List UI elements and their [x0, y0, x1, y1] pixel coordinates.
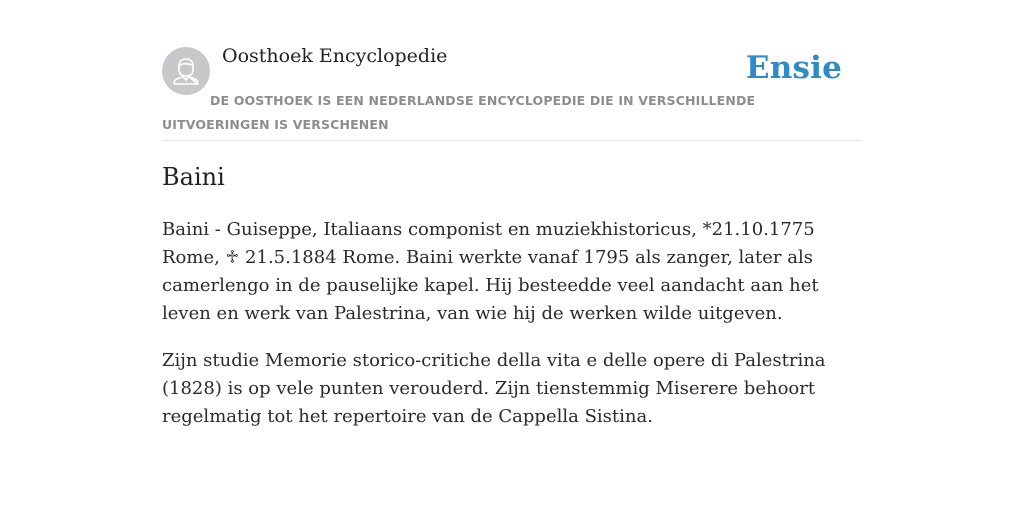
- source-header: [162, 0, 862, 141]
- entry-paragraph: Zijn studie Memorie storico-critiche della vita e delle opere di Palestrina (1828) is op vele punten verouderd. Zijn tienstemmig Miserere behoort regelmatig tot het repertoire van de Cappella Sistina.: [162, 350, 826, 427]
- entry-paragraph: Baini - Guiseppe, Italiaans componist en muziekhistoricus, *21.10.1775 Rome, ♱ 21.5.1884 Rome. Baini werkte vanaf 1795 als zanger, later als camerlengo in de pauselijke kapel. Hij besteedde veel aandacht aan het leven en werk van Palestrina, van wie hij de werken wilde uitgeven.: [162, 219, 819, 324]
- entry-body: [162, 216, 862, 450]
- ensie-logo[interactable]: Ensie: [745, 50, 842, 86]
- source-title[interactable]: Oosthoek Encyclopedie: [222, 45, 448, 67]
- entry-title: Baini: [162, 163, 225, 191]
- source-description: DE OOSTHOEK IS EEN NEDERLANDSE ENCYCLOPEDIE DIE IN VERSCHILLENDE UITVOERINGEN IS VERSCHENEN: [162, 93, 756, 132]
- user-icon: [162, 47, 210, 95]
- page: [162, 0, 862, 427]
- avatar[interactable]: [162, 47, 210, 95]
